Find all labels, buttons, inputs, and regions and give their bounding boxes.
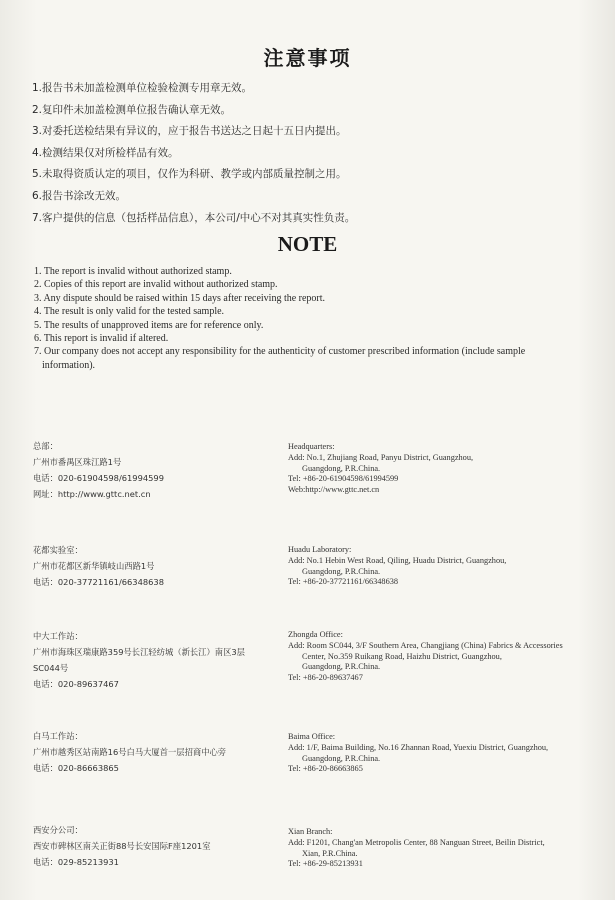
note-cn-3: 3.对委托送检结果有异议的，应于报告书送达之日起十五日内提出。 <box>32 125 347 138</box>
office-zhongda-cn <box>33 628 273 692</box>
office-zhongda-en-address: Add: Room SC044, 3/F Southern Area, Changjiang (China) Fabrics & Accessories <box>288 640 563 650</box>
office-xian-cn-name: 西安分公司： <box>33 825 83 835</box>
office-xian-cn <box>33 822 273 870</box>
office-baima-en-address-cont: Guangdong, P.R.China. <box>302 753 381 763</box>
office-hq-en-phone: Tel: +86-20-61904598/61994599 <box>288 474 399 484</box>
office-hq-en-website: Web:http://www.gttc.net.cn <box>288 485 380 495</box>
office-hq-cn-website: 网址：http://www.gttc.net.cn <box>33 489 151 499</box>
office-huadu-en-address: Add: No.1 Hebin West Road, Qiling, Huadu District, Guangzhou, <box>288 555 507 565</box>
office-huadu-cn <box>33 542 273 590</box>
office-zhongda-cn-address-cont: SC044号 <box>33 663 69 673</box>
office-huadu-en-phone: Tel: +86-20-37721161/66348638 <box>288 577 399 587</box>
notes-list-cn <box>32 78 592 229</box>
note-en-7: 7. Our company does not accept any responsibility for the authenticity of customer prescribed information (include sample information). <box>34 346 526 371</box>
office-xian-en <box>288 827 598 870</box>
office-huadu-cn-name: 花都实验室： <box>33 545 83 555</box>
office-xian-en-name: Xian Branch: <box>288 827 333 836</box>
office-hq-cn-address: 广州市番禺区珠江路1号 <box>33 457 122 467</box>
note-en-5: 5. The results of unapproved items are for reference only. <box>34 319 264 331</box>
office-hq-cn <box>33 438 273 502</box>
note-en-1: 1. The report is invalid without authorized stamp. <box>34 266 232 277</box>
office-baima-en-phone: Tel: +86-20-86663865 <box>288 764 363 774</box>
office-xian-cn-address: 西安市碑林区南关正街88号长安国际F座1201室 <box>33 841 211 851</box>
office-zhongda-en-phone: Tel: +86-20-89637467 <box>288 673 363 683</box>
office-hq-en-address-cont: Guangdong, P.R.China. <box>302 463 381 473</box>
note-en-2: 2. Copies of this report are invalid without authorized stamp. <box>34 279 278 291</box>
office-hq-en <box>288 442 598 496</box>
office-huadu-en-address-cont: Guangdong, P.R.China. <box>302 566 381 576</box>
office-zhongda-en-name: Zhongda Office: <box>288 630 343 639</box>
office-baima-cn-phone: 电话：020-86663865 <box>33 763 119 773</box>
office-xian-cn-phone: 电话：029-85213931 <box>33 857 119 867</box>
office-xian-en-address-cont: Xian, P.R.China. <box>302 848 358 858</box>
office-baima-en <box>288 732 598 775</box>
office-baima-cn-address: 广州市越秀区站南路16号白马大厦首一层招商中心旁 <box>33 747 227 757</box>
office-huadu-en <box>288 545 598 588</box>
note-en-4: 4. The result is only valid for the tested sample. <box>34 306 225 318</box>
note-cn-5: 5.未取得资质认定的项目，仅作为科研、教学或内部质量控制之用。 <box>32 168 347 181</box>
office-xian-en-address: Add: F1201, Chang'an Metropolis Center, 88 Nanguan Street, Beilin District, <box>288 837 545 847</box>
office-baima-en-name: Baima Office: <box>288 732 336 741</box>
note-cn-4: 4.检测结果仅对所检样品有效。 <box>32 146 179 159</box>
notes-title-cn: 注意事项 <box>263 46 352 70</box>
office-huadu-cn-phone: 电话：020-37721161/66348638 <box>33 577 164 587</box>
office-baima-cn <box>33 728 273 776</box>
office-xian-en-phone: Tel: +86-29-85213931 <box>288 859 363 869</box>
office-hq-en-name: Headquarters: <box>288 442 335 451</box>
office-zhongda-en <box>288 630 598 684</box>
office-zhongda-cn-name: 中大工作站： <box>33 631 83 641</box>
notes-list-en <box>34 265 574 372</box>
office-zhongda-en-address-cont: Center, No.359 Ruikang Road, Haizhu District, Guangzhou, <box>302 651 502 661</box>
office-zhongda-cn-address: 广州市海珠区瑞康路359号长江轻纺城（新长江）南区3层 <box>33 647 245 657</box>
office-baima-cn-name: 白马工作站： <box>33 731 83 741</box>
note-cn-1: 1.报告书未加盖检测单位检验检测专用章无效。 <box>32 82 253 94</box>
notes-title-en: NOTE <box>277 232 338 256</box>
office-zhongda-en-address-cont2: Guangdong, P.R.China. <box>302 662 381 672</box>
note-en-6: 6. This report is invalid if altered. <box>34 333 169 345</box>
office-hq-cn-name: 总部： <box>33 441 58 451</box>
note-en-3: 3. Any dispute should be raised within 15 days after receiving the report. <box>34 292 326 304</box>
office-zhongda-cn-phone: 电话：020-89637467 <box>33 679 119 689</box>
office-huadu-en-name: Huadu Laboratory: <box>288 545 352 554</box>
note-cn-7: 7.客户提供的信息（包括样品信息），本公司/中心不对其真实性负责。 <box>32 211 356 224</box>
office-huadu-cn-address: 广州市花都区新华镇岐山西路1号 <box>33 561 155 571</box>
note-cn-6: 6.报告书涂改无效。 <box>32 189 127 202</box>
office-baima-en-address: Add: 1/F, Baima Building, No.16 Zhannan Road, Yuexiu District, Guangzhou, <box>288 742 549 752</box>
office-hq-cn-phone: 电话：020-61904598/61994599 <box>33 473 164 483</box>
office-hq-en-address: Add: No.1, Zhujiang Road, Panyu District, Guangzhou, <box>288 452 474 462</box>
note-cn-2: 2.复印件未加盖检测单位报告确认章无效。 <box>32 103 232 116</box>
